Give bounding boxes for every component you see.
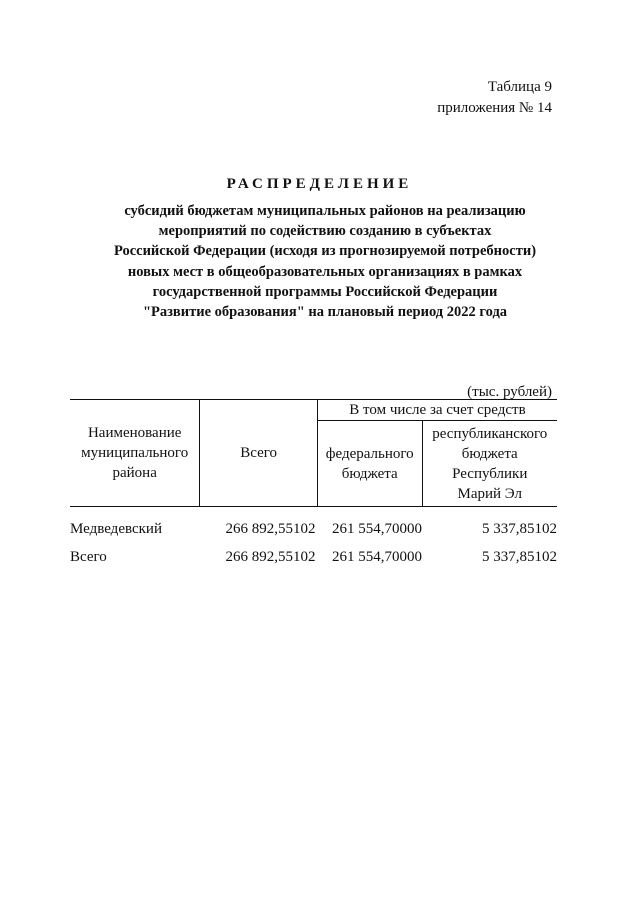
header-text: муниципального	[81, 445, 189, 461]
table-reference-number: Таблица 9	[487, 79, 552, 95]
column-group-header: В том числе за счет средств	[317, 400, 557, 421]
distribution-table	[70, 399, 557, 571]
cell-district-name: Медведевский	[70, 521, 162, 537]
cell-republic: 5 337,85102	[482, 549, 557, 565]
subtitle-line: государственной программы Российской Федерации	[152, 283, 498, 300]
header-text: Наименование	[87, 425, 182, 441]
column-header-total: Всего	[200, 400, 318, 507]
document-title: РАСПРЕДЕЛЕНИЕ	[226, 176, 413, 192]
subtitle-line: "Развитие образования" на плановый период 2022 года	[142, 304, 508, 321]
cell-federal: 261 554,70000	[332, 549, 422, 565]
subtitle-line: новых мест в общеобразовательных организациях в рамках	[127, 263, 523, 280]
header-text: Республики	[452, 466, 528, 482]
cell-district-name: Всего	[70, 549, 107, 565]
cell-total: 266 892,55102	[225, 521, 316, 537]
header-text: бюджета	[461, 446, 518, 462]
column-header-republic	[422, 421, 557, 507]
header-text: Марий Эл	[457, 486, 522, 502]
column-header-name	[70, 400, 200, 507]
cell-federal: 261 554,70000	[332, 521, 422, 537]
appendix-reference: приложения № 14	[437, 100, 552, 116]
cell-total: 266 892,55102	[225, 549, 316, 565]
table-row-total	[70, 543, 557, 571]
table-row	[70, 507, 557, 544]
header-text: района	[112, 465, 157, 481]
document-subtitle	[60, 201, 590, 322]
subtitle-line: субсидий бюджетам муниципальных районов на реализацию	[124, 203, 526, 219]
units-label: (тыс. рублей)	[467, 384, 552, 400]
subtitle-line: мероприятий по содействию созданию в субъектах	[158, 223, 492, 240]
header-text: республиканского	[432, 426, 548, 442]
subtitle-line: Российской Федерации (исходя из прогнозируемой потребности)	[113, 243, 537, 260]
header-text: федерального	[325, 446, 414, 462]
cell-republic: 5 337,85102	[482, 521, 557, 537]
header-text: бюджета	[341, 466, 398, 482]
column-header-federal	[317, 421, 422, 507]
